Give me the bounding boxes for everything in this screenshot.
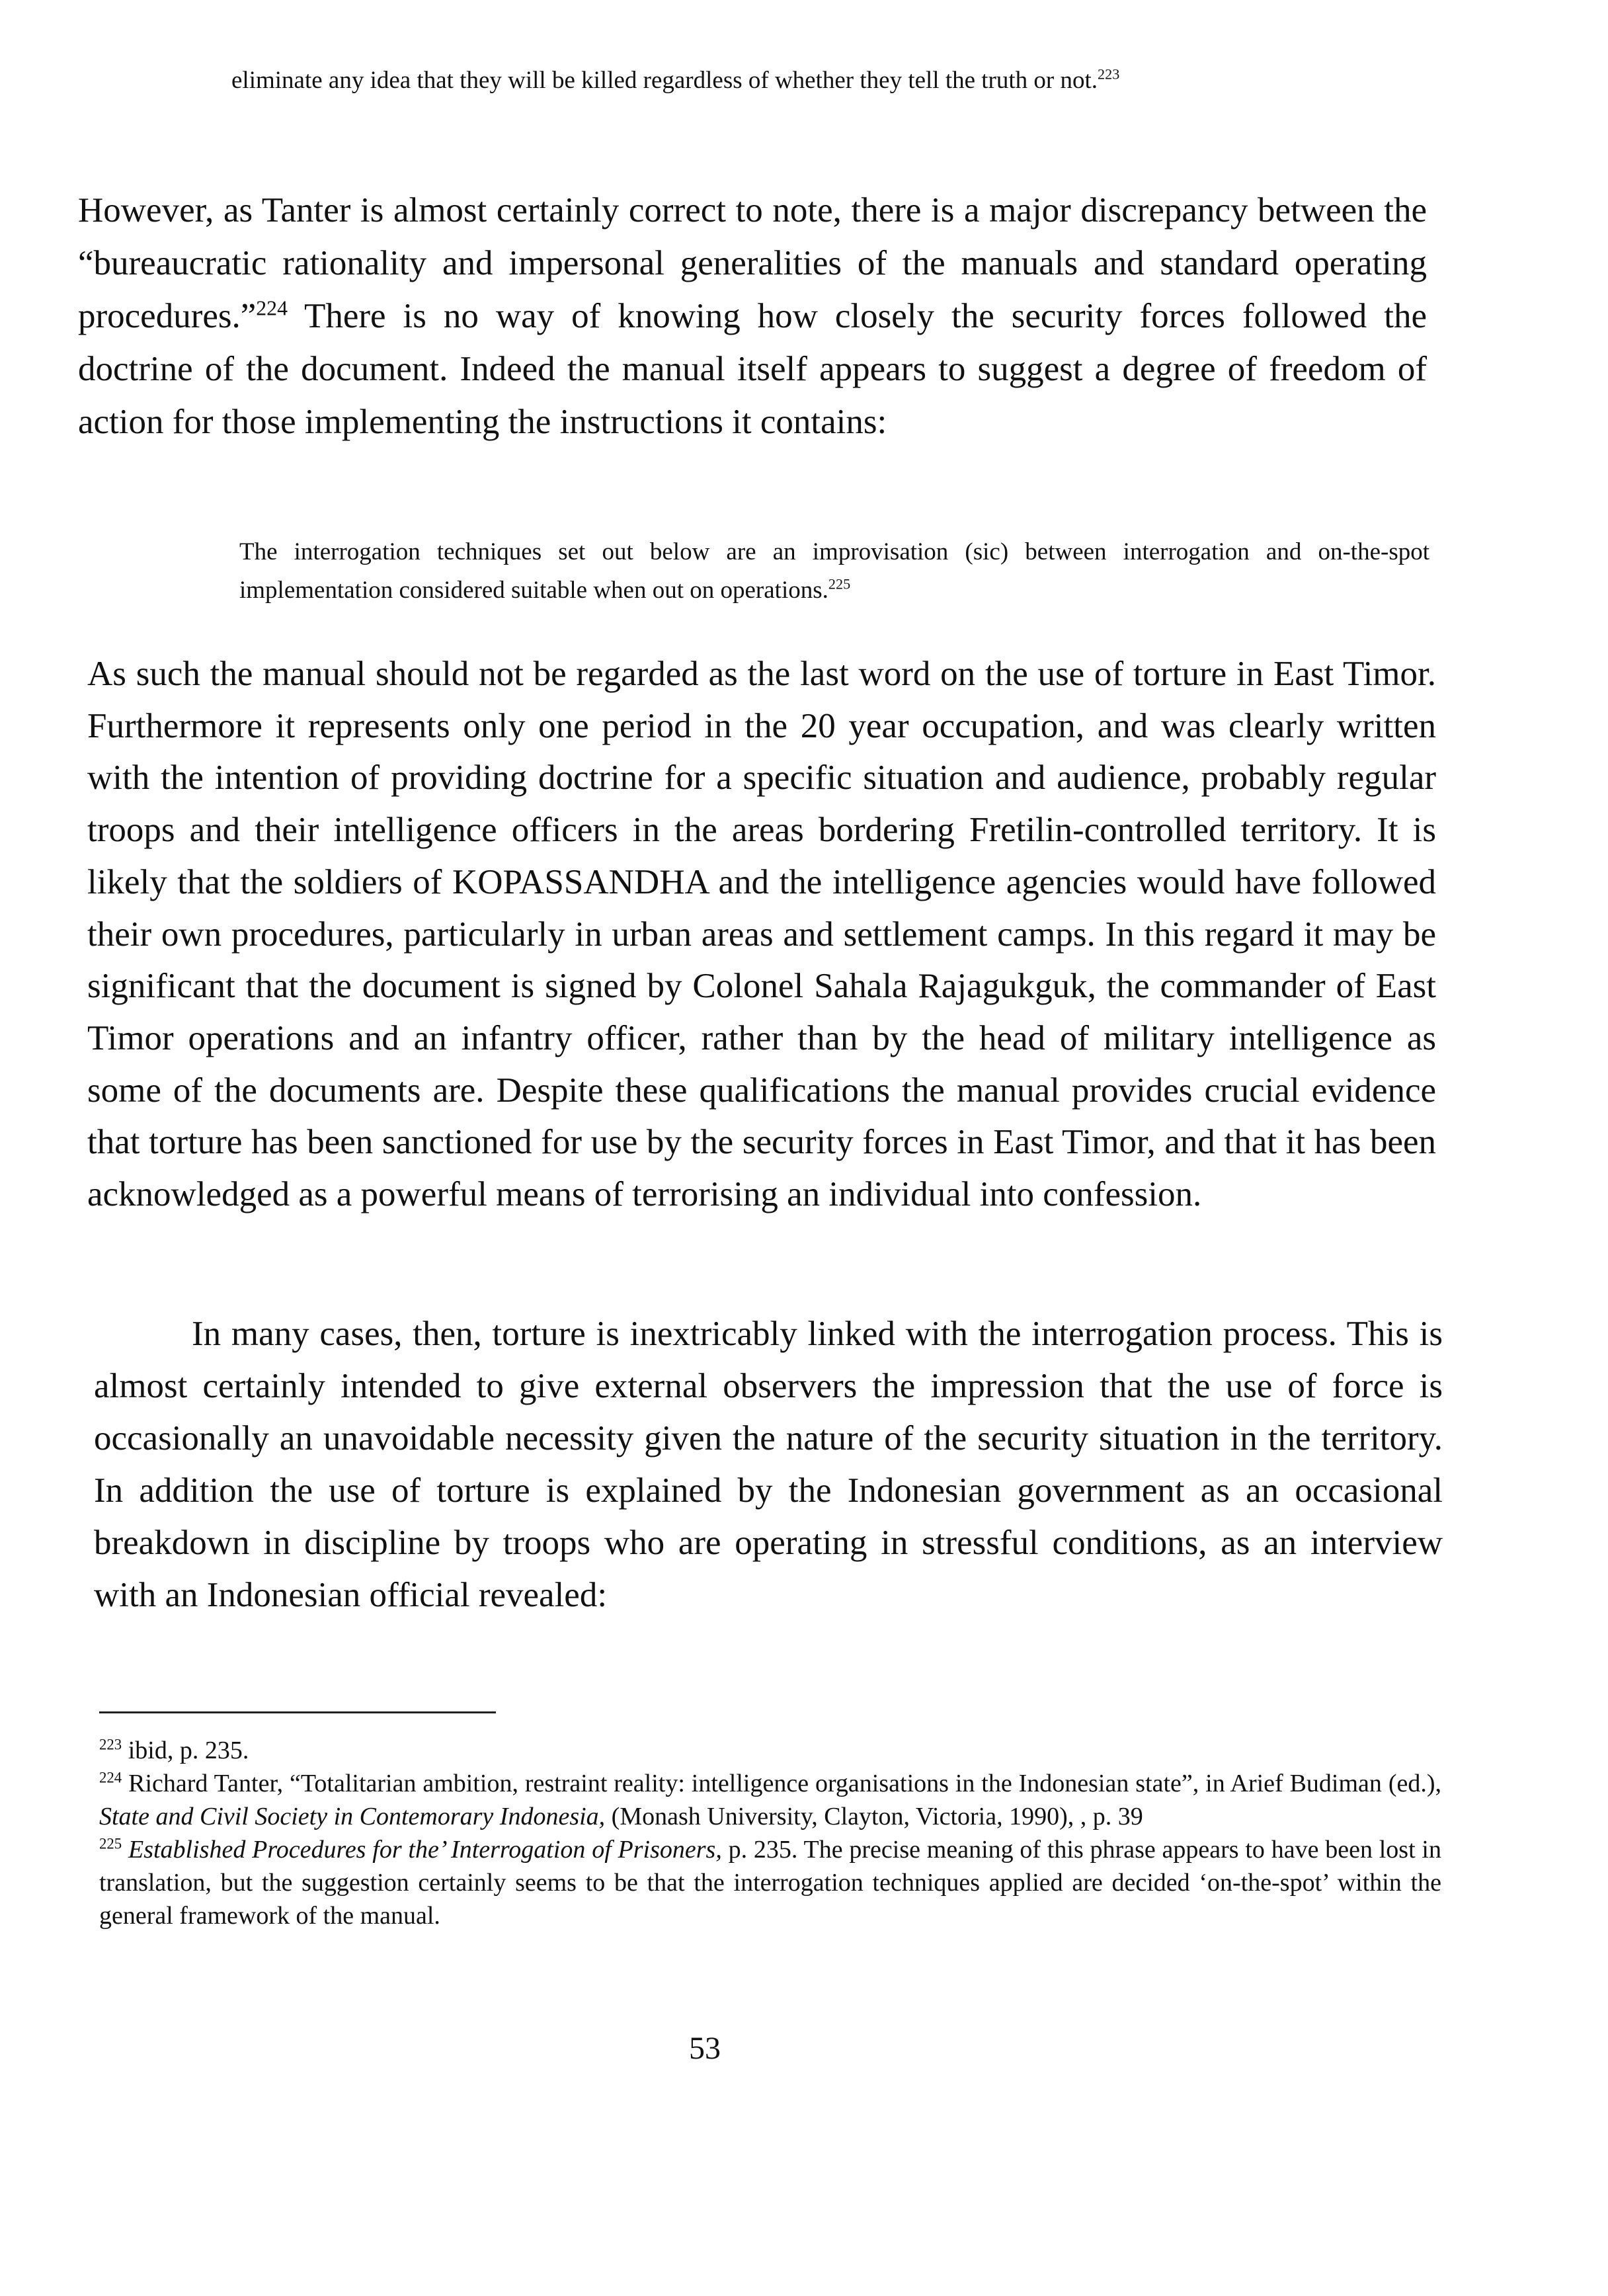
footnote-223 [99, 1734, 1441, 1767]
page-number: 53 [689, 2031, 721, 2066]
quote-mid-text: The interrogation techniques set out below are an improvisation (sic) between interrogation and on-the-spot implementation considered suitable when out on operations. [239, 538, 1429, 604]
footnote-text: Richard Tanter, “Totalitarian ambition, restraint reality: intelligence organisations in the Indonesian state”, in Arief Budiman (ed.), [128, 1770, 1441, 1797]
footnote-document-title: Established Procedures for the’ Interrogation of Prisoners, [128, 1836, 722, 1864]
paragraph-3: In many cases, then, torture is inextricably linked with the interrogation process. This is almost certainly intended to give external observers the impression that the use of force is occasionally an unavoidable necessity given the nature of the security situation in the territory. In addition the use of torture is explained by the Indonesian government as an occasional breakdown in discipline by troops who are operating in stressful conditions, as an interview with an Indonesian official revealed: [94, 1315, 1443, 1614]
footnote-number: 223 [99, 1736, 122, 1753]
footnote-number: 225 [99, 1835, 122, 1852]
paragraph-1-text-b: There is no way of knowing how closely the security forces followed the doctrine of the document. Indeed the manual itself appears to suggest a degree of freedom of action for those implementing the instructions it contains: [78, 297, 1427, 441]
footnote-224 [99, 1767, 1441, 1833]
footnote-225 [99, 1833, 1441, 1932]
block-quote-manual [239, 533, 1429, 610]
footnote-ref-225: 225 [828, 575, 851, 593]
paragraph-1 [78, 184, 1427, 448]
footnote-book-title: State and Civil Society in Contemorary Indonesia, [99, 1803, 606, 1830]
footnote-text: ibid, p. 235. [128, 1737, 249, 1764]
footnote-text: p. 235. The precise meaning of this phrase appears to have been lost in translation, but the suggestion certainly seems to be that the interrogation techniques applied are decided ‘on-the-spot’ within the general framework of the manual. [99, 1836, 1441, 1930]
footnote-ref-224: 224 [256, 296, 288, 320]
block-quote-top [231, 60, 1415, 102]
footnote-number: 224 [99, 1769, 122, 1786]
paragraph-1-text-a: However, as Tanter is almost certainly correct to note, there is a major discrepancy between the “bureaucratic rationality and impersonal generalities of the manuals and standard operating procedures.” [78, 191, 1427, 335]
footnote-divider [99, 1711, 496, 1713]
paragraph-2: As such the manual should not be regarded as the last word on the use of torture in East Timor. Furthermore it represents only one period in the 20 year occupation, and was clearly written with the intention of providing doctrine for a specific situation and audience, probably regular troops and their intelligence officers in the areas bordering Fretilin-controlled territory. It is likely that the soldiers of KOPASSANDHA and the intelligence agencies would have followed their own procedures, particularly in urban areas and settlement camps. In this regard it may be significant that the document is signed by Colonel Sahala Rajagukguk, the commander of East Timor operations and an infantry officer, rather than by the head of military intelligence as some of the documents are. Despite these qualifications the manual provides crucial evidence that torture has been sanctioned for use by the security forces in East Timor, and that it has been acknowledged as a powerful means of terrorising an individual into confession. [87, 655, 1436, 1214]
footnotes [99, 1734, 1441, 1932]
quote-top-text: eliminate any idea that they will be killed regardless of whether they tell the truth or not. [231, 67, 1098, 94]
footnote-text: (Monash University, Clayton, Victoria, 1990), , p. 39 [605, 1803, 1143, 1830]
footnote-ref-223: 223 [1098, 65, 1120, 83]
